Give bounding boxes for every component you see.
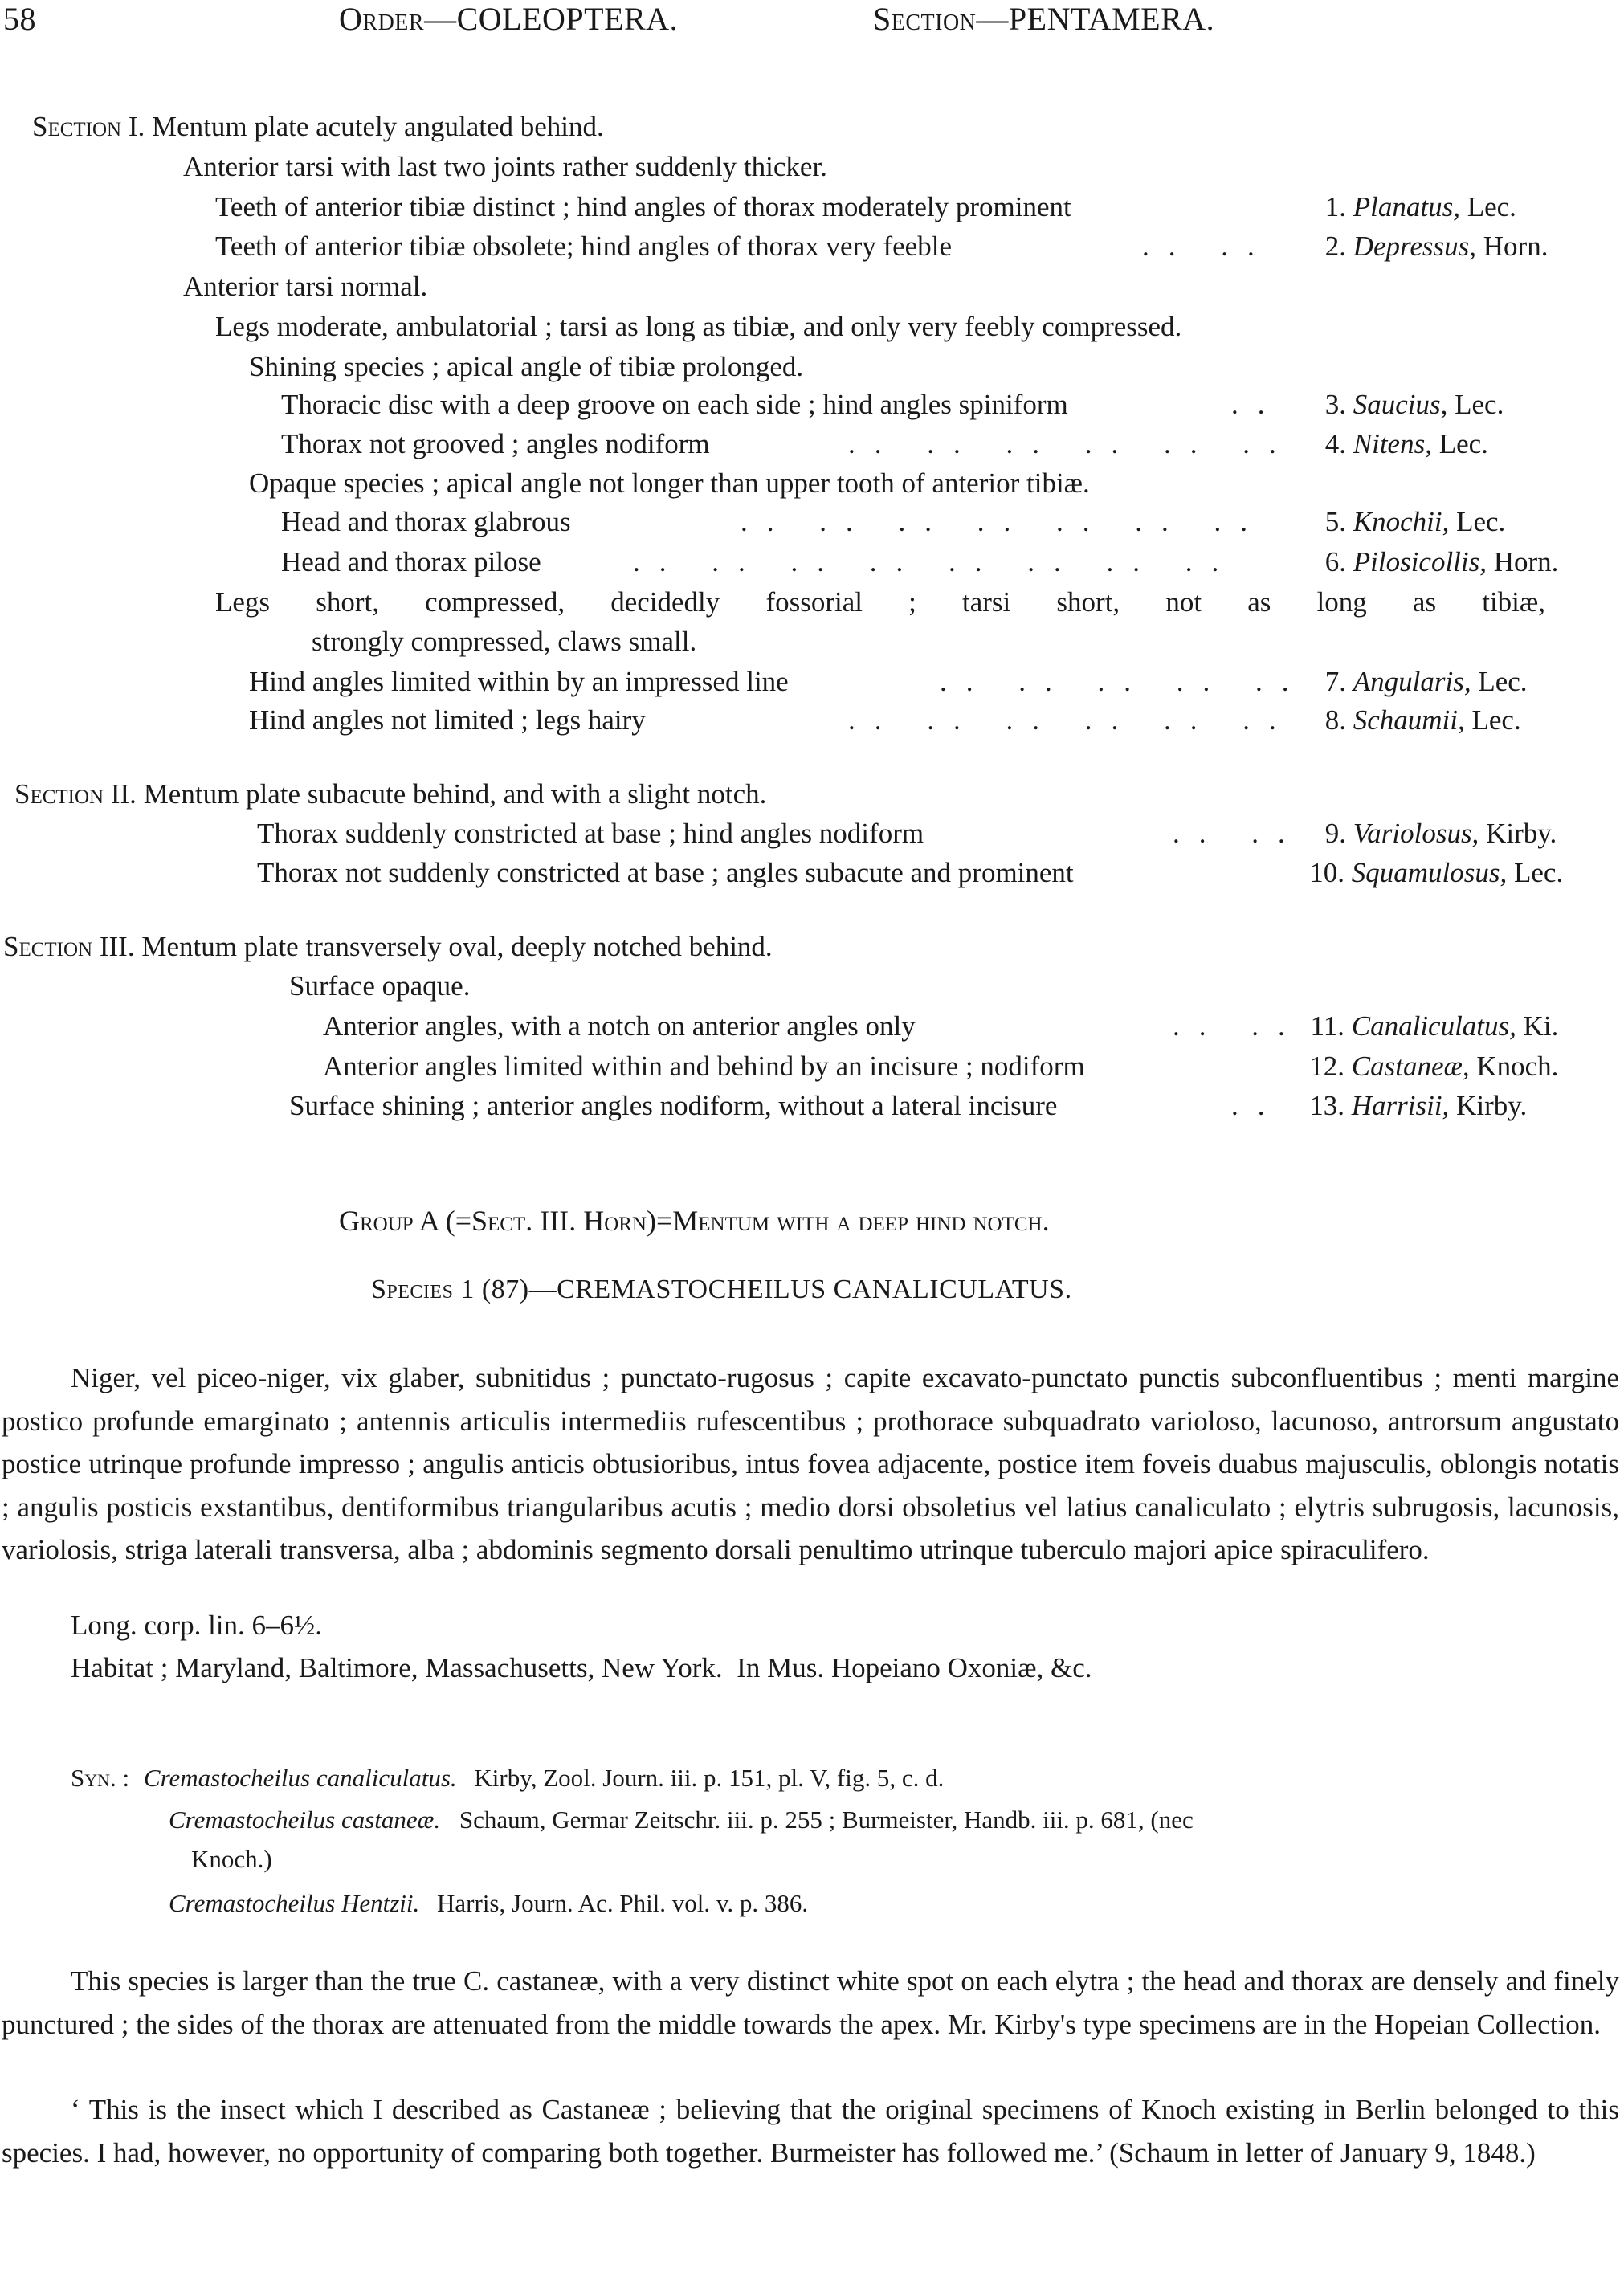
species-number: 8. [1324,704,1346,736]
synonym-reference: Schaum, Germar Zeitschr. iii. p. 255 ; Burmeister, Handb. iii. p. 681, (nec [459,1805,1194,1834]
key-section-3 [3,928,773,966]
synonym-reference: Kirby, Zool. Journ. iii. p. 151, pl. V, fig. 5, c. d. [474,1764,945,1792]
leader-dots: .. .. [1173,818,1304,849]
section-text: Mentum plate transversely oval, deeply notched behind. [141,931,773,962]
species-author: Lec. [1471,704,1521,736]
key-species-entry [1306,188,1516,226]
key-line: Hind angles limited within by an impressed line [249,666,789,697]
leader-dots: .. .. .. .. .. .. .. [741,506,1267,537]
synonym-reference-continued: Knoch.) [191,1845,272,1873]
species-name: Pilosicollis, [1353,546,1487,577]
key-species-entry [1306,425,1488,463]
key-line: Legs short, compressed, decidedly fossorial ; tarsi short, not as long as tibiæ, [215,586,1545,618]
key-species-entry [1303,854,1563,892]
key-species-entry [1306,503,1505,541]
key-line: Thorax suddenly constricted at base ; hind angles nodiform [257,818,924,849]
key-line: Anterior tarsi normal. [183,271,428,302]
species-author: Knoch. [1476,1051,1559,1082]
key-species-entry [1303,1007,1558,1046]
section-text: Mentum plate acutely angulated behind. [152,111,604,142]
species-name: Variolosus, [1353,818,1479,849]
key-line: Teeth of anterior tibiæ distinct ; hind angles of thorax moderately prominent [215,191,1071,222]
leader-dots: .. .. .. .. .. .. .. .. [633,546,1238,577]
synonymy-label: Syn. : [71,1764,130,1792]
synonym-reference: Harris, Journ. Ac. Phil. vol. v. p. 386. [437,1889,809,1917]
species-name: Depressus, [1353,231,1477,262]
species-name: Schaumii, [1353,704,1465,736]
species-number: 4. [1324,428,1346,459]
species-name: Angularis, [1353,666,1471,697]
section-label: Section III. [3,931,135,962]
key-species-entry [1306,543,1558,581]
species-heading: Species 1 (87)—CREMASTOCHEILUS CANALICULATUS. [371,1275,1072,1304]
species-author: Horn. [1493,546,1559,577]
running-header-section: Section—PENTAMERA. [873,1,1215,37]
species-number: 13. [1309,1090,1344,1121]
synonymy-entry [169,1889,808,1918]
key-line: Surface opaque. [289,970,471,1002]
body-length: Long. corp. lin. 6–6½. [71,1610,323,1641]
leader-dots: .. .. .. .. .. .. [848,704,1296,736]
key-species-entry [1306,663,1528,701]
species-author: Horn. [1483,231,1549,262]
species-author: Lec. [1467,191,1516,222]
species-number: 6. [1324,546,1346,577]
species-author: Lec. [1456,506,1506,537]
key-species-entry [1306,701,1521,740]
key-line: Thoracic disc with a deep groove on each side ; hind angles spiniform [281,389,1068,420]
species-number: 2. [1324,231,1346,262]
species-author: Kirby. [1456,1090,1528,1121]
quoted-letter-paragraph: ‘ This is the insect which I described as Castaneæ ; believing that the original specimens of Knoch existing in Berlin belonged to this species. I had, however, no opportunity of comparing both together. Burmeister has followed me.’ (Schaum in letter of January 9, 1848.) [2,2094,1619,2169]
key-line: Anterior tarsi with last two joints rather suddenly thicker. [183,151,827,182]
species-number: 11. [1310,1010,1344,1042]
species-number: 12. [1309,1051,1344,1082]
species-name: Nitens, [1353,428,1432,459]
species-number: 5. [1324,506,1346,537]
key-section-1 [32,108,604,146]
key-line: Opaque species ; apical angle not longer than upper tooth of anterior tibiæ. [249,467,1090,499]
key-species-entry [1306,386,1504,424]
species-author: Ki. [1523,1010,1559,1042]
section-text: Mentum plate subacute behind, and with a slight notch. [143,778,767,810]
leader-dots: .. .. [1173,1010,1304,1042]
species-name: Canaliculatus, [1351,1010,1516,1042]
species-number: 7. [1324,666,1346,697]
key-line: strongly compressed, claws small. [312,626,697,657]
section-label: Section I. [32,111,145,142]
page-number: 58 [3,1,36,37]
species-author: Lec. [1514,857,1564,888]
key-species-entry [1306,814,1557,853]
species-name: Castaneæ, [1351,1051,1470,1082]
key-species-entry [1303,1047,1558,1086]
synonym-name: Cremastocheilus canaliculatus. [143,1764,457,1792]
synonymy-entry [71,1764,944,1793]
key-section-2 [14,775,766,814]
species-number: 9. [1324,818,1346,849]
species-name: Knochii, [1353,506,1450,537]
synonym-name: Cremastocheilus castaneæ. [169,1805,441,1834]
key-line: Thorax not grooved ; angles nodiform [281,428,710,459]
key-line: Head and thorax pilose [281,546,541,577]
key-line: Hind angles not limited ; legs hairy [249,704,646,736]
habitat: Habitat ; Maryland, Baltimore, Massachusetts, New York. In Mus. Hopeiano Oxoniæ, &c. [71,1652,1092,1683]
latin-description: Niger, vel piceo-niger, vix glaber, subnitidus ; punctato-rugosus ; capite excavato-punctato punctis subconfluentibus ; menti margine postico profunde emarginato ; antennis articulis intermediis rufescentibus ; prothorace subquadrato varioloso, lacunoso, antrorsum angustato postice utrinque profunde impresso ; angulis anticis obtusioribus, intus fovea adjacente, postice item foveis duabus majusculis, oblongis notatis ; angulis posticis exstantibus, dentiformibus triangularibus acutis ; medio dorsi obsoletius vel latius canaliculato ; elytris subrugosis, lacunosis, variolosis, striga laterali transversa, alba ; abdominis segmento dorsali penultimo utrinque tuberculo majori apice spiraculifero. [2,1362,1619,1565]
key-line: Shining species ; apical angle of tibiæ prolonged. [249,351,804,382]
species-number: 1. [1324,191,1346,222]
section-label: Section II. [14,778,137,810]
leader-dots: .. .. .. .. .. [940,666,1308,697]
key-line: Surface shining ; anterior angles nodiform, without a lateral incisure [289,1090,1058,1121]
species-name: Saucius, [1353,389,1448,420]
synonymy-entry [169,1805,1194,1834]
running-header-order: Order—COLEOPTERA. [339,1,679,37]
key-species-entry [1303,1087,1527,1125]
key-line: Anterior angles, with a notch on anterior angles only [323,1010,916,1042]
leader-dots: .. .. .. .. .. .. [848,428,1296,459]
species-number: 10. [1309,857,1344,888]
key-line: Teeth of anterior tibiæ obsolete; hind angles of thorax very feeble [215,231,952,262]
species-name: Harrisii, [1351,1090,1450,1121]
key-line: Thorax not suddenly constricted at base ; angles subacute and prominent [257,857,1074,888]
key-line: Anterior angles limited within and behind by an incisure ; nodiform [323,1051,1085,1082]
species-number: 3. [1324,389,1346,420]
species-author: Lec. [1455,389,1504,420]
species-author: Kirby. [1486,818,1557,849]
commentary-paragraph: This species is larger than the true C. castaneæ, with a very distinct white spot on each elytra ; the head and thorax are densely and finely punctured ; the sides of the thorax are attenuated from the middle towards the apex. Mr. Kirby's type specimens are in the Hopeian Collection. [2,1965,1619,2040]
leader-dots: .. [1231,389,1284,420]
group-heading: Group A (=Sect. III. Horn)=Mentum with a deep hind notch. [339,1205,1050,1237]
key-species-entry [1306,227,1548,266]
leader-dots: .. [1231,1090,1284,1121]
key-line: Head and thorax glabrous [281,506,571,537]
species-author: Lec. [1438,428,1488,459]
species-name: Planatus, [1353,191,1460,222]
species-name: Squamulosus, [1351,857,1508,888]
key-line: Legs moderate, ambulatorial ; tarsi as long as tibiæ, and only very feebly compressed. [215,311,1182,342]
species-author: Lec. [1478,666,1528,697]
leader-dots: .. .. [1142,231,1274,262]
synonym-name: Cremastocheilus Hentzii. [169,1889,420,1917]
